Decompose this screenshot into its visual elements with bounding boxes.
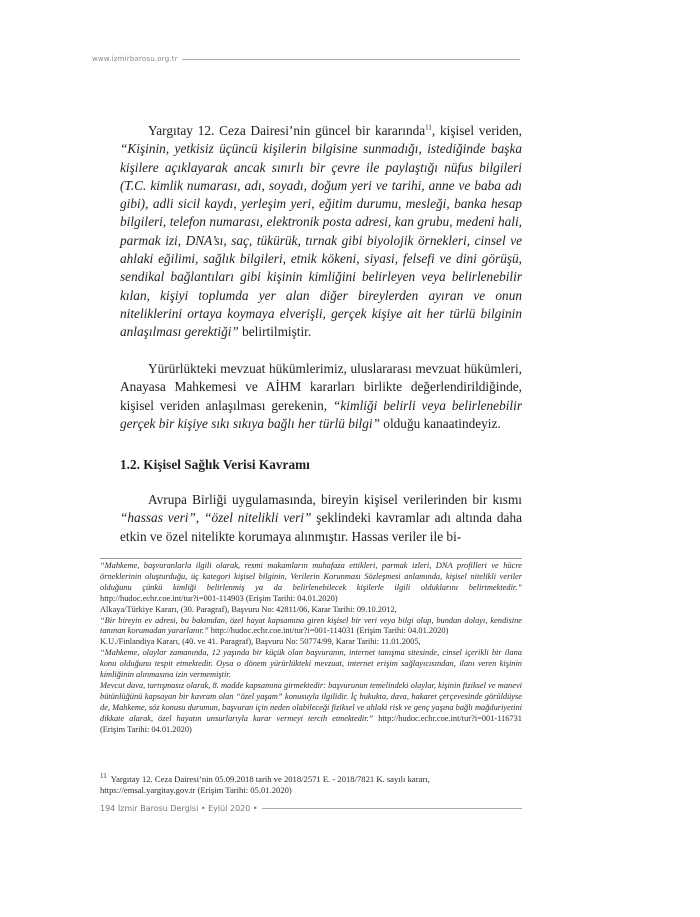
section-heading: 1.2. Kişisel Sağlık Verisi Kavramı [120, 457, 310, 472]
footer-rule [262, 808, 522, 809]
fn2-ref[interactable]: http://hudoc.echr.coe.int/tur?i=001-114031 (Erişim Tarihi: 04.01.2020) [208, 626, 449, 636]
page-footer [100, 804, 522, 813]
footnotes-block [100, 561, 522, 736]
footnote-ref-11[interactable]: 11 [425, 123, 432, 132]
p3-quote-2: “özel nitelikli veri” [204, 510, 312, 526]
fn3-quote-2: Mevcut dava, tartışmasız olarak, 8. madde kapsamına girmektedir: başvurunun temelindeki olaylar, kişinin fiziksel ve manevi bütünlüğünü kapsayan bir kavram olan “özel yaşam” konusuyla ilgilidir. İç hukukta, dava, hakaret çerçevesinde görüldüyse de, Mahkeme, söz konusu durumun, başvuran için neden olabileceği fiziksel ve ahlaki risk ve genç yaşına bağlı mağduriyetini dikkate alarak, özel hayatın unsurlarıyla karar vermeyi tercih etmektedir.” [100, 680, 522, 723]
p2-start: Yürürlükteki mevzuat hükümlerimiz, uluslararası mevzuat hükümleri, Anayasa Mahkemesi ve AİHM kararları birlikte değerlendirildiğinde, kişisel veriden anlaşılması gerekenin, [120, 361, 522, 413]
p3-quote-1: “hassas veri” [120, 510, 196, 526]
fn1-ref[interactable]: http://hudoc.echr.coe.int/tur?i=001-114903 (Erişim Tarihi: 04.01.2020) [100, 593, 338, 603]
fn3-ref[interactable]: http://hudoc.echr.coe.int/tur?i=001-116731 (Erişim Tarihi: 04.01.2020) [100, 713, 522, 734]
page-header [92, 55, 520, 63]
p3-sep: , [195, 510, 205, 526]
paragraph-1 [120, 122, 522, 342]
p2-end: olduğu kanaatindeyiz. [379, 415, 501, 431]
paragraph-2 [120, 360, 522, 433]
p2-quote: “kimliği belirli veya belirlenebilir gerçek bir kişiye sıkı sıkıya bağlı her türlü bilgi” [120, 397, 522, 431]
paragraph-3 [120, 491, 522, 546]
footer-text: 194 İzmir Barosu Dergisi • Eylül 2020 • [100, 804, 258, 813]
p1-end: belirtilmiştir. [238, 324, 312, 340]
p3-end: şeklindeki kavramlar adı altında daha etkin ve özel nitelikte korumaya alınmıştır. Hassas veriler ile bi- [120, 510, 522, 544]
footnote-11-text: Yargıtay 12. Ceza Dairesi’nin 05.09.2018 tarih ve 2018/2571 E. - 2018/7821 K. sayılı kararı, https://emsal.yargitay.gov.tr (Erişim Tarihi: 05.01.2020) [100, 773, 430, 795]
header-rule [182, 59, 520, 60]
p1-mid: , kişisel veriden, [431, 123, 522, 138]
fn2-case: Alkaya/Türkiye Kararı, (30. Paragraf), Başvuru No: 42811/06, Karar Tarihi: 09.10.2012, [100, 604, 397, 614]
fn3-quote: “Mahkeme, olaylar zamanında, 12 yaşında bir küçük olan başvuranın, internet tanışma sitesinde, cinsel içerikli bir ilana konu olduğunu tespit etmektedir. Oysa o dönem yürürlükteki mevzuat, internet erişim sağlayıcısından, ilanı veren kişinin kimliğinin alınmasına izin vermemiştir. [100, 648, 522, 680]
footnote-separator [100, 558, 522, 559]
p1-quote: “Kişinin, yetkisiz üçüncü kişilerin bilgisine sunmadığı, istediğinde başka kişilere açıklayarak ancak sınırlı bir çevre ile paylaştığı nüfus bilgileri (T.C. kimlik numarası, adı, soyadı, doğum yeri ve tarihi, anne ve baba adı gibi), adli sicil kaydı, yerleşim yeri, eğitim durumu, mesleği, banka hesap bilgileri, telefon numarası, elektronik posta adresi, kan grubu, medeni hali, parmak izi, DNA’sı, saç, tükürük, tırnak gibi biyolojik örnekleri, cinsel ve ahlaki eğilimi, sağlık bilgileri, etnik kökeni, siyasi, felsefi ve dini görüşü, sendikal bağlantıları gibi kişinin kimliğini belirleyen veya belirlenebilir kılan, kişiyi toplumda yer alan diğer bireylerden ayıran ve onun niteliklerini ortaya koymaya elverişli, gerçek kişiye ait her türlü bilginin anlaşılması gerektiği” [120, 141, 522, 340]
fn1-quote: “Mahkeme, başvuranlarla ilgili olarak, resmi makamların muhafaza ettikleri, parmak izleri, DNA profilleri ve hücre örneklerinin oluşturduğu, üç kategori kişisel bilginin, Verilerin Korunması Sözleşmesi anlamında, kişisel nitelikli veriler olduğunu çünkü kimliği belirlenmiş ya da belirlenebilecek kişilerle ilgili olduklarını belirtmektedir.” [100, 561, 522, 592]
header-url[interactable]: www.izmirbarosu.org.tr [92, 55, 178, 63]
fn3-case: K.U./Finlandiya Kararı, (40. ve 41. Paragraf), Başvuru No: 50774/99, Karar Tarihi: 11.01.2005, [100, 637, 421, 647]
fn2-quote: “Bir bireyin ev adresi, bu bakımdan, özel hayat kapsamına giren kişisel bir veri veya bilgi olup, bundan dolayı, kendisine tanınan korumadan yararlanır.” [100, 615, 522, 636]
footnote-11 [100, 771, 522, 796]
p3-start: Avrupa Birliği uygulamasında, bireyin kişisel verilerinden bir kısmı [148, 492, 522, 507]
footnote-11-number: 11 [100, 772, 107, 780]
p1-start: Yargıtay 12. Ceza Dairesi’nin güncel bir kararında [148, 123, 426, 138]
